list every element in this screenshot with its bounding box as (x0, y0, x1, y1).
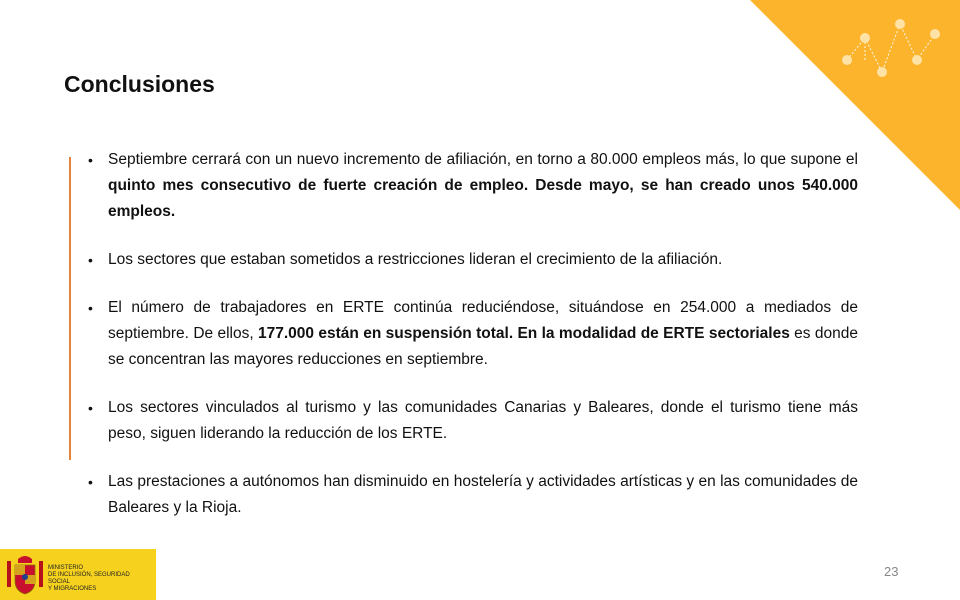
bullet-text: Las prestaciones a autónomos han disminuido en hostelería y actividades artísticas y en las comunidades de Baleares y la Rioja. (108, 473, 858, 516)
bullet-text: El número de trabajadores en ERTE continúa reduciéndose, situándose en 254.000 a mediados de septiembre. De ellos, (108, 299, 858, 342)
bullet-item (88, 147, 858, 225)
bullet-text-bold: 177.000 están en suspensión total. En la modalidad de ERTE sectoriales (258, 325, 790, 342)
bullet-text-bold: quinto mes consecutivo de fuerte creación de empleo. Desde mayo, se han creado unos 540.000 empleos. (108, 177, 858, 220)
page-number: 23 (884, 564, 899, 579)
vertical-divider (69, 157, 71, 460)
bullet-item (88, 247, 858, 273)
ministry-line-2: DE INCLUSIÓN, SEGURIDAD SOCIAL (48, 572, 130, 585)
ministry-line-3: Y MIGRACIONES (48, 586, 97, 592)
bullet-text: es donde se concentran las mayores reducciones en septiembre. (108, 325, 858, 368)
bullet-dot-icon: • (88, 152, 93, 168)
bullet-dot-icon: • (88, 252, 93, 268)
slide-title: Conclusiones (64, 71, 215, 98)
ministry-line-1: MINISTERIO (48, 565, 84, 571)
bullet-item (88, 469, 858, 521)
bullet-dot-icon: • (88, 300, 93, 316)
conclusions-list (88, 147, 858, 543)
bullet-text: Septiembre cerrará con un nuevo incremento de afiliación, en torno a 80.000 empleos más, lo que supone el (108, 151, 858, 168)
ministry-logo (0, 549, 156, 600)
coat-of-arms-icon (6, 553, 44, 596)
bullet-item (88, 395, 858, 447)
ministry-name (48, 565, 152, 593)
bullet-dot-icon: • (88, 474, 93, 490)
bullet-dot-icon: • (88, 400, 93, 416)
bullet-text: Los sectores vinculados al turismo y las comunidades Canarias y Baleares, donde el turismo tiene más peso, siguen liderando la reducción de los ERTE. (108, 399, 858, 442)
bullet-text: Los sectores que estaban sometidos a restricciones lideran el crecimiento de la afiliación. (108, 251, 723, 268)
bullet-item (88, 295, 858, 373)
